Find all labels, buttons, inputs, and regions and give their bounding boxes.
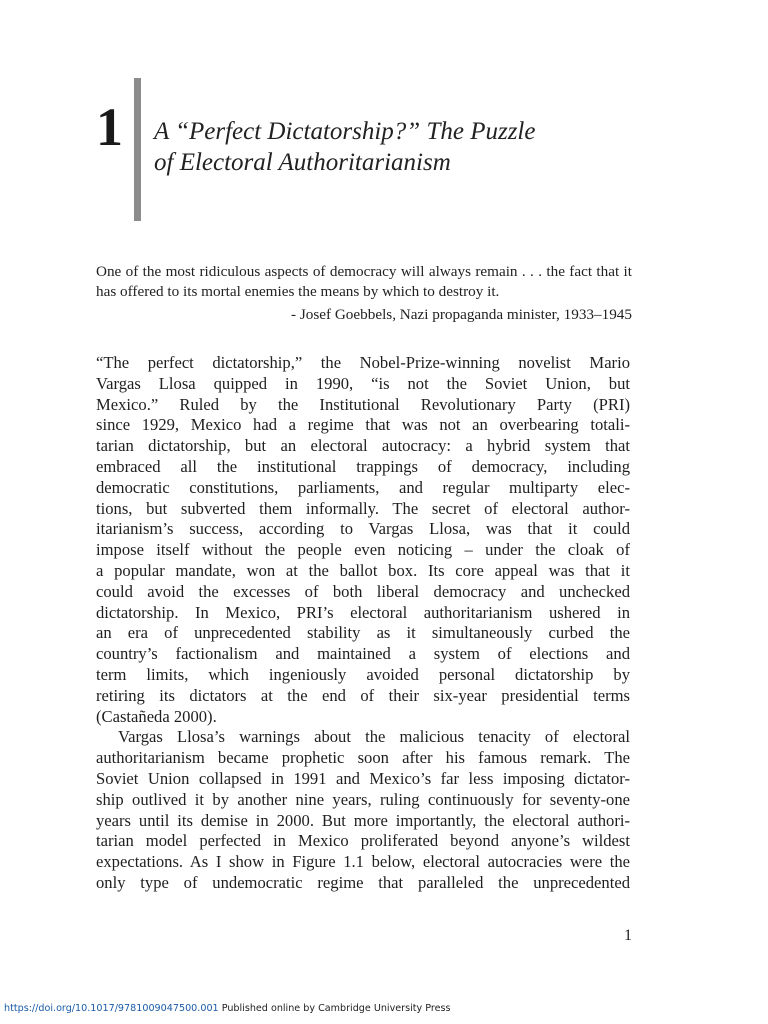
epigraph-quote: One of the most ridiculous aspects of democracy will always remain . . . the fact that it has offered to its mortal enemies the means by which to destroy it. [96, 263, 632, 300]
text-line: an era of unprecedented stability as it simultaneously curbed the [96, 623, 630, 643]
text-line: Vargas Llosa quipped in 1990, “is not the Soviet Union, but [96, 373, 630, 393]
text-line: “The perfect dictatorship,” the Nobel-Prize-winning novelist Mario [96, 353, 630, 372]
text-line: country’s factionalism and maintained a system of elections and [96, 644, 630, 664]
text-line: dictatorship. In Mexico, PRI’s electoral authoritarianism ushered in [96, 602, 630, 622]
text-line: since 1929, Mexico had a regime that was not an overbearing totali- [96, 415, 630, 435]
epigraph-attribution: - Josef Goebbels, Nazi propaganda minister, 1933–1945 [290, 306, 632, 323]
chapter-heading [96, 78, 656, 221]
chapter-number: 1 [96, 97, 123, 157]
doi-link[interactable]: https://doi.org/10.1017/9781009047500.001 [4, 1003, 219, 1014]
text-line: tions, but subverted them informally. The secret of electoral author- [96, 498, 630, 518]
epigraph [96, 262, 632, 325]
chapter-title-line: A “Perfect Dictatorship?” The Puzzle [154, 118, 536, 145]
publisher-note: Published online by Cambridge University Press [218, 1003, 451, 1014]
body-text [96, 353, 630, 894]
text-line: tarian model perfected in Mexico proliferated beyond anyone’s wildest [96, 831, 630, 851]
text-line: tarian dictatorship, but an electoral autocracy: a hybrid system that [96, 436, 630, 456]
chapter-title-line: of Electoral Authoritarianism [154, 149, 451, 176]
text-line: term limits, which ingeniously avoided personal dictatorship by [96, 664, 630, 684]
text-line: only type of undemocratic regime that paralleled the unprecedented [96, 872, 630, 892]
text-line: could avoid the excesses of both liberal democracy and unchecked [96, 581, 630, 601]
text-line: years until its demise in 2000. But more importantly, the electoral authori- [96, 810, 630, 830]
text-line: (Castañeda 2000). [96, 706, 217, 726]
text-line: ship outlived it by another nine years, ruling continuously for seventy-one [96, 789, 630, 809]
chapter-divider-bar [134, 78, 141, 221]
text-line: authoritarianism became prophetic soon after his famous remark. The [96, 748, 630, 768]
paragraph [96, 353, 630, 727]
text-line: Soviet Union collapsed in 1991 and Mexico’s far less imposing dictator- [96, 768, 630, 788]
chapter-title [154, 116, 535, 178]
text-line: Mexico.” Ruled by the Institutional Revolutionary Party (PRI) [96, 394, 630, 414]
text-line: a popular mandate, won at the ballot box. Its core appeal was that it [96, 560, 630, 580]
text-line: Vargas Llosa’s warnings about the malicious tenacity of electoral [118, 727, 630, 747]
page-number: 1 [624, 927, 632, 944]
text-line: retiring its dictators at the end of their six-year presidential terms [96, 685, 630, 705]
text-line: itarianism’s success, according to Vargas Llosa, was that it could [96, 519, 630, 539]
text-line: expectations. As I show in Figure 1.1 below, electoral autocracies were the [96, 852, 630, 872]
text-line: democratic constitutions, parliaments, and regular multiparty elec- [96, 477, 630, 497]
footer [4, 1002, 451, 1016]
text-line: impose itself without the people even noticing – under the cloak of [96, 540, 630, 560]
text-line: embraced all the institutional trappings of democracy, including [96, 456, 630, 476]
paragraph [96, 727, 630, 893]
